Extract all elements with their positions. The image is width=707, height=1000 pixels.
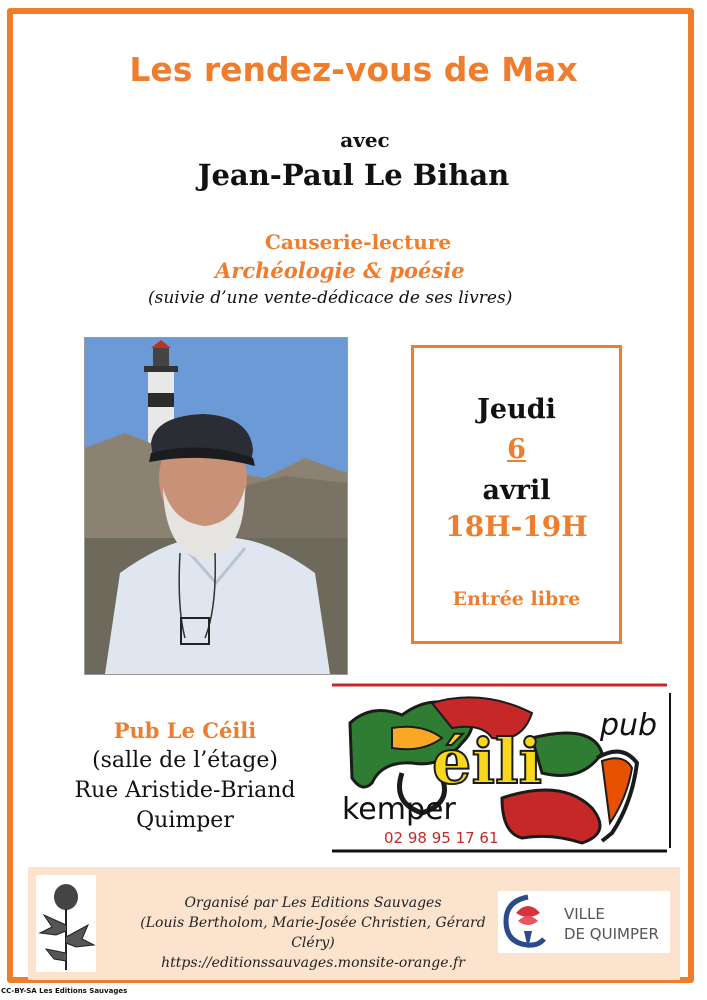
ville-de-quimper-logo [498,891,670,953]
poster-title: Les rendez-vous de Max [129,50,578,89]
organiser-block [118,893,508,973]
event-time: 18H-19H [445,510,588,543]
guest-photo [84,337,348,675]
venue-room: (salle de l’étage) [92,748,278,773]
organiser-url: https://editionssauvages.monsite-orange.fr [161,955,465,971]
footer-band [28,867,680,980]
venue-street: Rue Aristide-Briand [74,778,296,803]
venue-block [40,716,330,836]
logo-pub-text: pub [600,708,658,743]
logo-city-text: kemper [342,792,456,827]
svg-text:éili: éili [432,725,543,798]
date-box [411,345,622,644]
entry-info: Entrée libre [452,588,581,610]
with-label: avec [340,128,390,152]
logo-phone: 02 98 95 17 61 [384,829,499,847]
event-day: Jeudi [477,394,556,425]
license-credit: CC-BY-SA Les Editions Sauvages [1,987,128,995]
event-month: avril [482,475,551,506]
event-theme: Archéologie & poésie [215,258,465,283]
organiser-line: Organisé par Les Editions Sauvages [184,895,442,911]
venue-city: Quimper [136,808,234,833]
event-type: Causerie-lecture [265,230,452,254]
event-date-number: 6 [507,434,526,465]
partner-line1: VILLE [564,905,605,923]
partner-line2: DE QUIMPER [564,925,659,943]
thistle-logo [36,875,96,972]
venue-name: Pub Le Céili [113,718,257,743]
organiser-members: (Louis Bertholom, Marie-Josée Christien, Gérard Cléry) [140,915,486,951]
pub-logo [332,683,672,855]
event-note: (suivie d’une vente-dédicace de ses livres) [148,288,513,308]
guest-name: Jean-Paul Le Bihan [197,158,510,192]
